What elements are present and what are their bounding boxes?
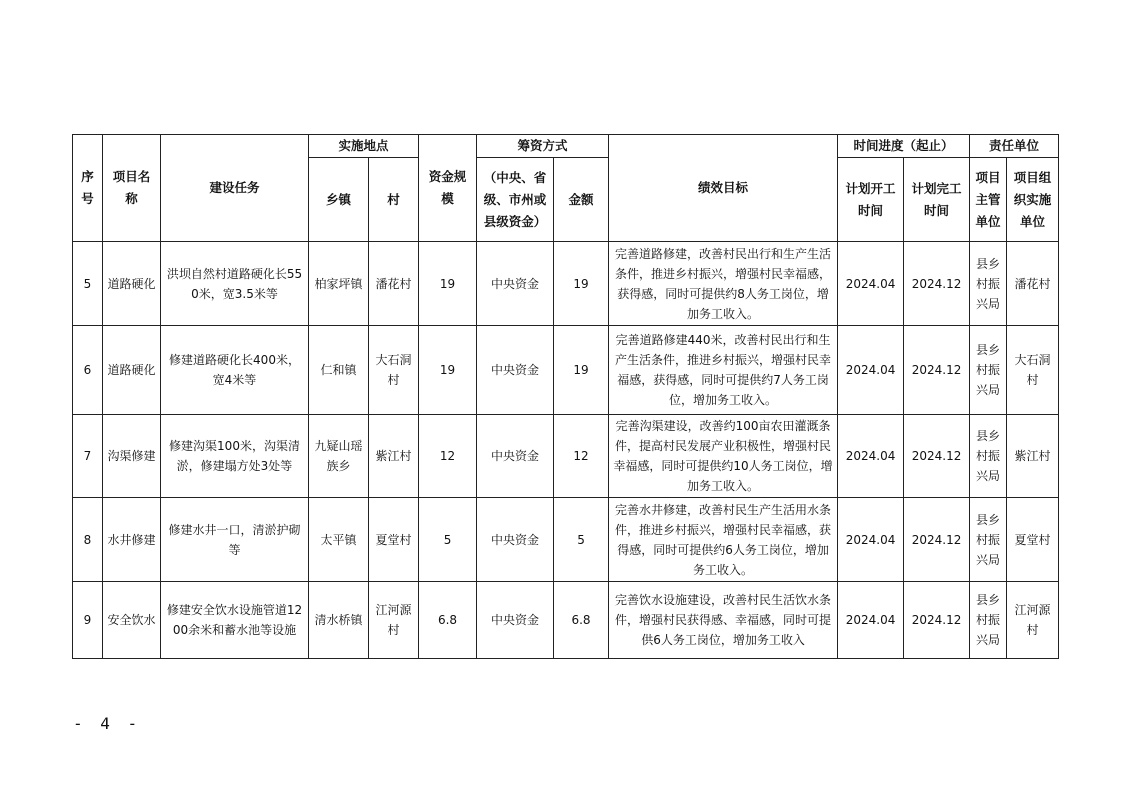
cell-seq: 9 <box>73 582 103 659</box>
cell-end: 2024.12 <box>904 498 970 582</box>
cell-seq: 5 <box>73 242 103 326</box>
header-amount: 金额 <box>554 158 609 242</box>
cell-source: 中央资金 <box>477 415 554 498</box>
cell-name: 道路硬化 <box>103 326 161 415</box>
cell-source: 中央资金 <box>477 498 554 582</box>
cell-village: 潘花村 <box>369 242 419 326</box>
cell-source: 中央资金 <box>477 242 554 326</box>
cell-supervisor: 县乡村振兴局 <box>970 242 1007 326</box>
cell-end: 2024.12 <box>904 242 970 326</box>
header-start: 计划开工时间 <box>838 158 904 242</box>
cell-amount: 12 <box>554 415 609 498</box>
header-goal: 绩效目标 <box>609 135 838 242</box>
cell-amount: 6.8 <box>554 582 609 659</box>
cell-task: 洪坝自然村道路硬化长550米，宽3.5米等 <box>161 242 309 326</box>
cell-amount: 19 <box>554 242 609 326</box>
cell-task: 修建安全饮水设施管道1200余米和蓄水池等设施 <box>161 582 309 659</box>
cell-supervisor: 县乡村振兴局 <box>970 582 1007 659</box>
cell-name: 水井修建 <box>103 498 161 582</box>
cell-executor: 江河源村 <box>1007 582 1059 659</box>
cell-township: 柏家坪镇 <box>309 242 369 326</box>
header-schedule: 时间进度（起止） <box>838 135 970 158</box>
cell-amount: 19 <box>554 326 609 415</box>
cell-start: 2024.04 <box>838 242 904 326</box>
cell-goal: 完善沟渠建设，改善约100亩农田灌溉条件，提高村民发展产业积极性，增强村民幸福感，同时可提供约10人务工岗位，增加务工收入。 <box>609 415 838 498</box>
header-funding-method: 筹资方式 <box>477 135 609 158</box>
cell-name: 安全饮水 <box>103 582 161 659</box>
cell-supervisor: 县乡村振兴局 <box>970 326 1007 415</box>
cell-start: 2024.04 <box>838 582 904 659</box>
cell-township: 太平镇 <box>309 498 369 582</box>
header-township: 乡镇 <box>309 158 369 242</box>
header-village: 村 <box>369 158 419 242</box>
cell-scale: 19 <box>419 326 477 415</box>
header-task: 建设任务 <box>161 135 309 242</box>
header-row-1 <box>73 135 1059 158</box>
cell-goal: 完善水井修建，改善村民生产生活用水条件，推进乡村振兴，增强村民幸福感，获得感，同时可提供约6人务工岗位，增加务工收入。 <box>609 498 838 582</box>
header-responsible: 责任单位 <box>970 135 1059 158</box>
cell-name: 道路硬化 <box>103 242 161 326</box>
cell-end: 2024.12 <box>904 582 970 659</box>
cell-executor: 夏堂村 <box>1007 498 1059 582</box>
cell-task: 修建沟渠100米，沟渠清淤，修建塌方处3处等 <box>161 415 309 498</box>
cell-end: 2024.12 <box>904 415 970 498</box>
cell-village: 江河源村 <box>369 582 419 659</box>
cell-scale: 12 <box>419 415 477 498</box>
table-row <box>73 242 1059 326</box>
cell-goal: 完善道路修建，改善村民出行和生产生活条件，推进乡村振兴，增强村民幸福感，获得感，同时可提供约8人务工岗位，增加务工收入。 <box>609 242 838 326</box>
cell-village: 紫江村 <box>369 415 419 498</box>
table-row <box>73 415 1059 498</box>
header-supervisor: 项目主管单位 <box>970 158 1007 242</box>
header-project-name: 项目名称 <box>103 135 161 242</box>
cell-amount: 5 <box>554 498 609 582</box>
page-number: - 4 - <box>73 714 142 733</box>
header-seq: 序号 <box>73 135 103 242</box>
cell-goal: 完善饮水设施建设，改善村民生活饮水条件，增强村民获得感、幸福感，同时可提供6人务工岗位，增加务工收入 <box>609 582 838 659</box>
cell-township: 清水桥镇 <box>309 582 369 659</box>
cell-start: 2024.04 <box>838 415 904 498</box>
project-table <box>72 134 1059 659</box>
cell-goal: 完善道路修建440米，改善村民出行和生产生活条件，推进乡村振兴，增强村民幸福感，获得感，同时可提供约7人务工岗位，增加务工收入。 <box>609 326 838 415</box>
cell-village: 大石洞村 <box>369 326 419 415</box>
header-fund-scale: 资金规模 <box>419 135 477 242</box>
cell-township: 仁和镇 <box>309 326 369 415</box>
cell-village: 夏堂村 <box>369 498 419 582</box>
table-row <box>73 326 1059 415</box>
header-executor: 项目组织实施单位 <box>1007 158 1059 242</box>
cell-scale: 19 <box>419 242 477 326</box>
cell-executor: 潘花村 <box>1007 242 1059 326</box>
table-row <box>73 498 1059 582</box>
cell-executor: 紫江村 <box>1007 415 1059 498</box>
cell-start: 2024.04 <box>838 498 904 582</box>
cell-task: 修建道路硬化长400米，宽4米等 <box>161 326 309 415</box>
cell-source: 中央资金 <box>477 582 554 659</box>
header-fund-source: （中央、省级、市州或县级资金） <box>477 158 554 242</box>
cell-supervisor: 县乡村振兴局 <box>970 498 1007 582</box>
cell-scale: 5 <box>419 498 477 582</box>
header-location: 实施地点 <box>309 135 419 158</box>
cell-task: 修建水井一口，清淤护砌等 <box>161 498 309 582</box>
cell-source: 中央资金 <box>477 326 554 415</box>
table-row <box>73 582 1059 659</box>
cell-seq: 8 <box>73 498 103 582</box>
header-end: 计划完工时间 <box>904 158 970 242</box>
cell-seq: 7 <box>73 415 103 498</box>
cell-end: 2024.12 <box>904 326 970 415</box>
cell-start: 2024.04 <box>838 326 904 415</box>
cell-scale: 6.8 <box>419 582 477 659</box>
cell-township: 九疑山瑶族乡 <box>309 415 369 498</box>
cell-seq: 6 <box>73 326 103 415</box>
cell-executor: 大石洞村 <box>1007 326 1059 415</box>
cell-supervisor: 县乡村振兴局 <box>970 415 1007 498</box>
cell-name: 沟渠修建 <box>103 415 161 498</box>
